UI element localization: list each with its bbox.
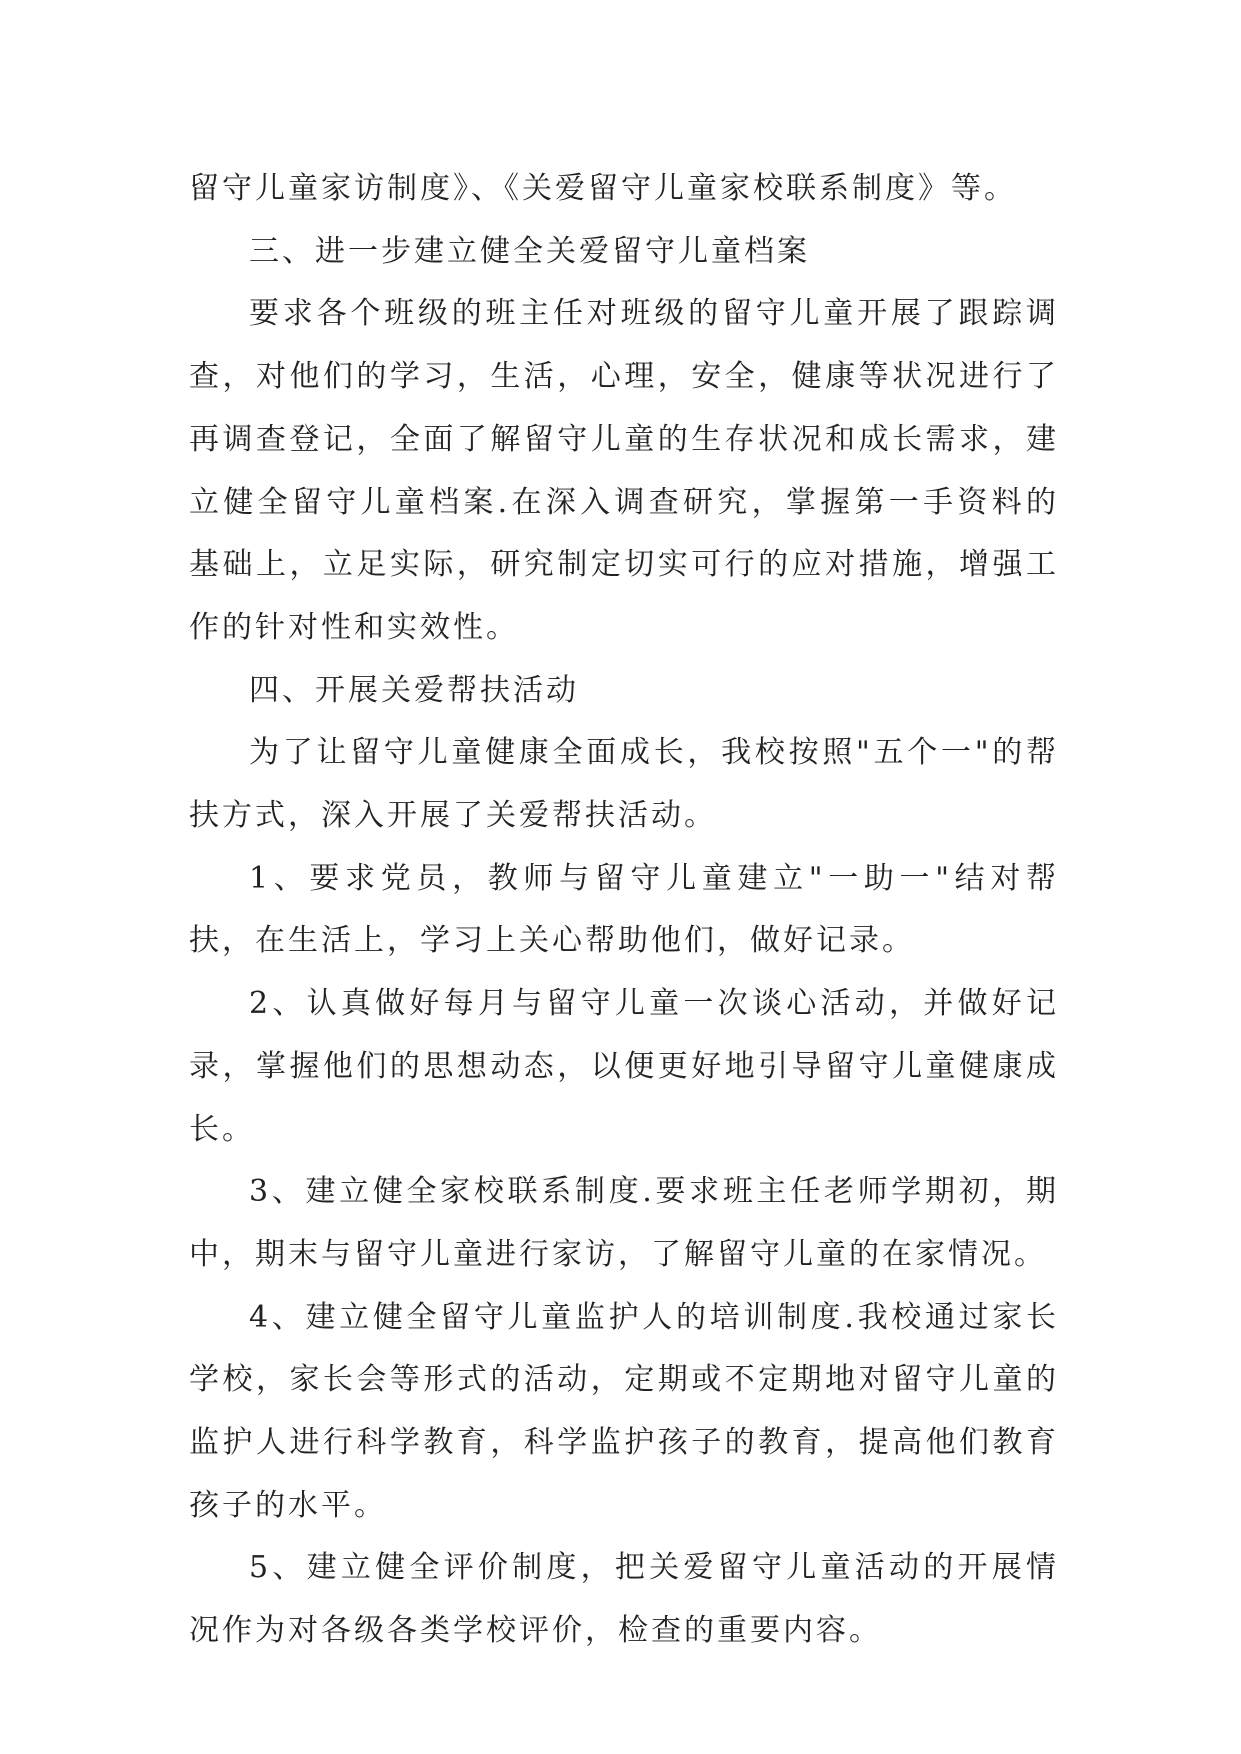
- section-heading-four: 四、开展关爱帮扶活动: [249, 672, 579, 708]
- document-body: [189, 158, 1059, 1663]
- section-heading-three: 三、进一步建立健全关爱留守儿童档案: [249, 233, 810, 269]
- list-item-4: 4、建立健全留守儿童监护人的培训制度.我校通过家长学校，家长会等形式的活动，定期或不定期地对留守儿童的监护人进行科学教育，科学监护孩子的教育，提高他们教育孩子的水平。: [189, 1299, 1059, 1523]
- list-item-3: 3、建立健全家校联系制度.要求班主任老师学期初，期中，期末与留守儿童进行家访，了解留守儿童的在家情况。: [189, 1174, 1059, 1272]
- list-item-5: 5、建立健全评价制度，把关爱留守儿童活动的开展情况作为对各级各类学校评价，检查的重要内容。: [189, 1550, 1059, 1649]
- list-item-1: 1、要求党员，教师与留守儿童建立"一助一"结对帮扶，在生活上，学习上关心帮助他们，做好记录。: [189, 860, 1059, 959]
- paragraph-continuation: 留守儿童家访制度》、《关爱留守儿童家校联系制度》等。: [189, 171, 1017, 206]
- paragraph-five-ones: 为了让留守儿童健康全面成长，我校按照"五个一"的帮扶方式，深入开展了关爱帮扶活动。: [189, 735, 1059, 834]
- list-item-2: 2、认真做好每月与留守儿童一次谈心活动，并做好记录，掌握他们的思想动态，以便更好地引导留守儿童健康成长。: [189, 986, 1059, 1147]
- paragraph-archive: 要求各个班级的班主任对班级的留守儿童开展了跟踪调查，对他们的学习，生活，心理，安全，健康等状况进行了再调查登记，全面了解留守儿童的生存状况和成长需求，建立健全留守儿童档案.在深入调查研究，掌握第一手资料的基础上，立足实际，研究制定切实可行的应对措施，增强工作的针对性和实效性。: [189, 296, 1059, 645]
